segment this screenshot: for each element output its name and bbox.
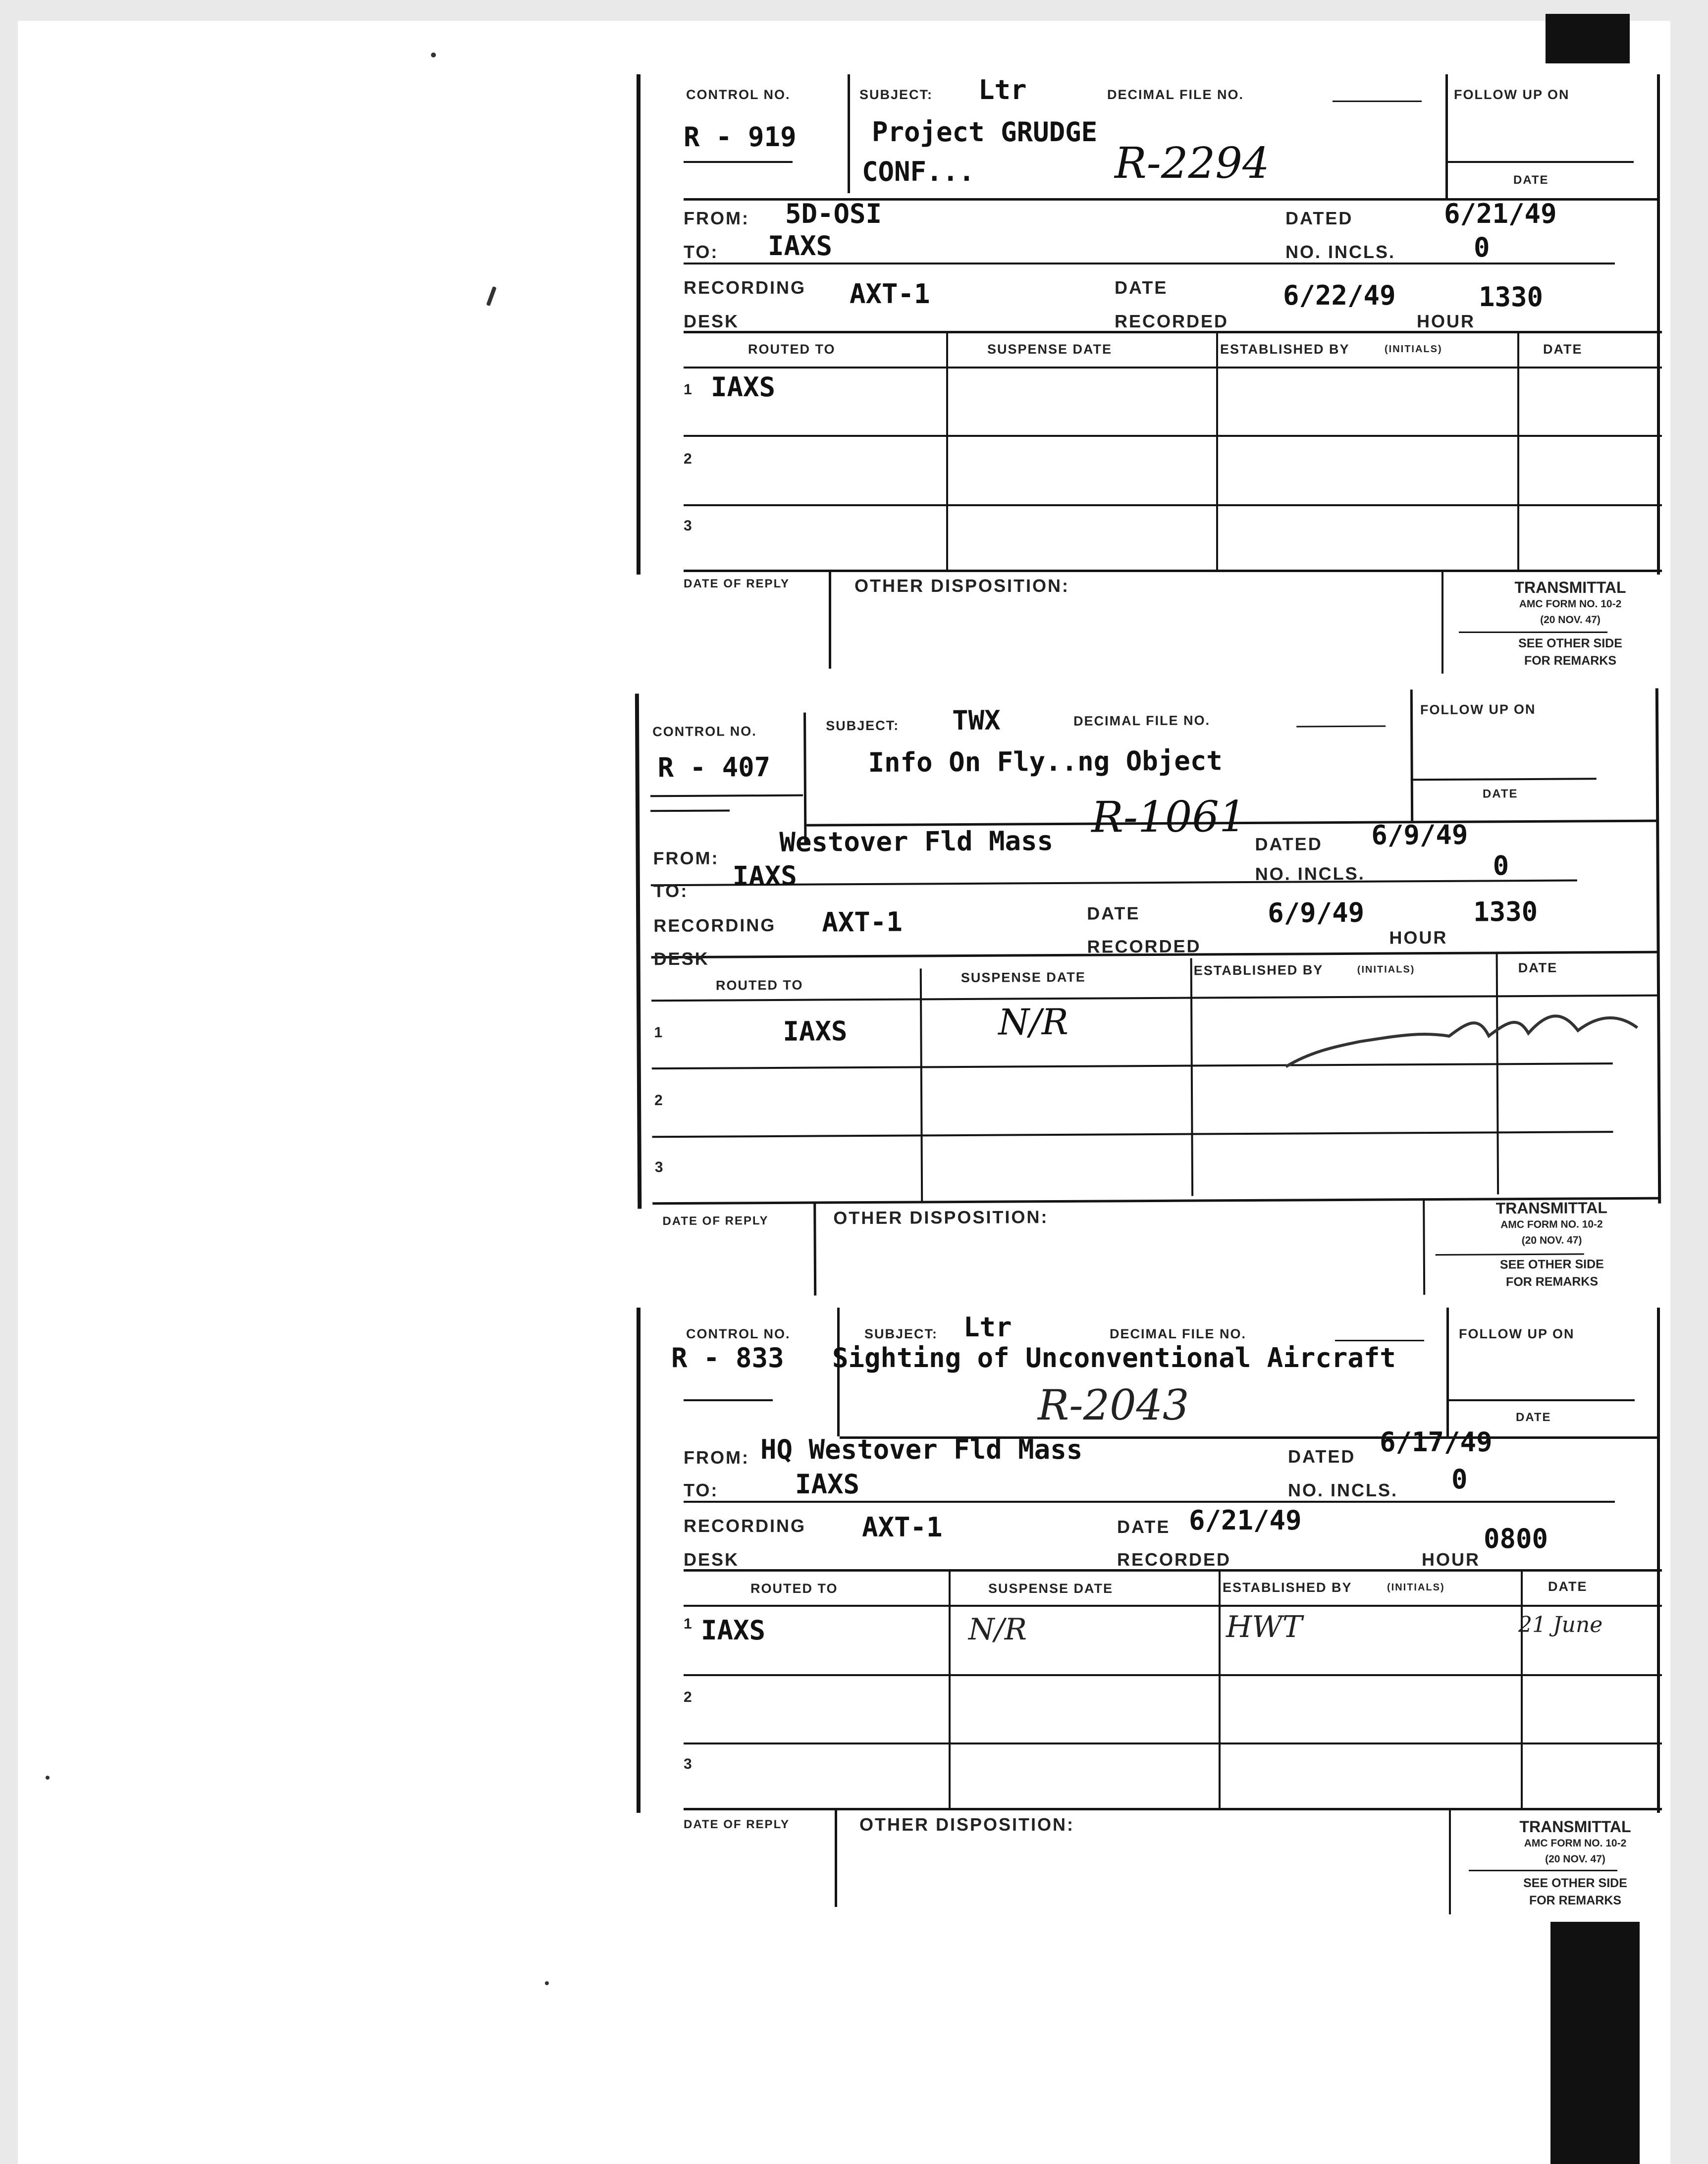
from-value: Westover Fld Mass (779, 825, 1054, 858)
no-incls-value: 0 (1493, 850, 1509, 882)
date-recorded-value: 6/21/49 (1189, 1505, 1302, 1536)
control-no-label: CONTROL NO. (686, 87, 791, 102)
file-no-handwritten: R-1061 (1091, 792, 1247, 843)
date-recorded-label-1: DATE (1117, 1517, 1171, 1537)
subject-line-1: Project GRUDGE (872, 116, 1098, 148)
scan-speck (486, 286, 496, 306)
control-no-label: CONTROL NO. (686, 1326, 791, 1341)
follow-up-date-label: DATE (1482, 787, 1518, 801)
route-1-value: IAXS (711, 371, 776, 403)
file-no-handwritten: R-2294 (1115, 139, 1270, 188)
follow-up-date-label: DATE (1513, 173, 1549, 187)
suspense-date-header: SUSPENSE DATE (961, 969, 1086, 986)
date-recorded-value: 6/22/49 (1283, 280, 1396, 311)
subject-type: TWX (952, 704, 1001, 737)
file-no-handwritten: R-2043 (1038, 1381, 1189, 1429)
transmittal-title: TRANSMITTAL (1495, 1199, 1607, 1217)
control-no-value: R - 407 (657, 751, 771, 784)
page-left-edge (0, 0, 18, 2164)
scan-speck (431, 53, 436, 57)
subject-line-1: Sighting of Unconventional Aircraft (832, 1342, 1396, 1373)
row-number-2: 2 (684, 1689, 692, 1705)
recording-label: RECORDING (684, 1516, 806, 1536)
recording-label: RECORDING (653, 914, 776, 936)
for-remarks: FOR REMARKS (1524, 654, 1617, 668)
follow-up-on-label: FOLLOW UP ON (1420, 701, 1536, 718)
scan-speck (46, 1776, 50, 1780)
subject-line-1: Info On Fly..ng Object (868, 745, 1223, 778)
form-date: (20 NOV. 47) (1540, 614, 1601, 626)
initials-header: (INITIALS) (1385, 344, 1442, 355)
transmittal-card (637, 1308, 1667, 1912)
route-1-value: IAXS (783, 1015, 848, 1047)
follow-up-date-label: DATE (1516, 1411, 1551, 1424)
dated-value: 6/9/49 (1371, 819, 1468, 851)
binder-clip-top (1546, 14, 1630, 63)
no-incls-label: NO. INCLS. (1255, 863, 1365, 884)
binder-clip-bottom (1550, 1922, 1640, 2164)
other-disposition-label: OTHER DISPOSITION: (854, 576, 1070, 596)
initials-1-signature-scrawl (1281, 1005, 1657, 1072)
hour-label: HOUR (1422, 1549, 1480, 1570)
row-number-3: 3 (654, 1159, 663, 1176)
transmittal-card (637, 74, 1667, 679)
recording-label: RECORDING (684, 277, 806, 298)
transmittal-card (635, 688, 1668, 1298)
routed-to-header: ROUTED TO (750, 1581, 838, 1596)
established-by-header: ESTABLISHED BY (1220, 342, 1350, 357)
amc-form-number: AMC FORM NO. 10-2 (1524, 1838, 1627, 1849)
hour-label: HOUR (1389, 927, 1448, 948)
row-number-3: 3 (684, 518, 692, 534)
date-of-reply-label: DATE OF REPLY (684, 1818, 790, 1831)
from-label: FROM: (684, 208, 749, 228)
dated-label: DATED (1288, 1446, 1356, 1467)
page-top-edge (0, 0, 1708, 21)
initials-1-handwritten: HWT (1226, 1610, 1303, 1644)
route-date-header: DATE (1518, 960, 1558, 976)
established-by-header: ESTABLISHED BY (1193, 962, 1324, 978)
desk-label: DESK (653, 948, 709, 969)
follow-up-on-label: FOLLOW UP ON (1459, 1326, 1575, 1341)
to-label: TO: (684, 242, 719, 262)
date-recorded-label-1: DATE (1087, 903, 1140, 924)
initials-header: (INITIALS) (1357, 964, 1415, 975)
control-no-label: CONTROL NO. (652, 724, 757, 739)
subject-label: SUBJECT: (859, 87, 933, 102)
dated-label: DATED (1285, 208, 1353, 228)
amc-form-number: AMC FORM NO. 10-2 (1519, 598, 1622, 610)
route-1-value: IAXS (701, 1615, 766, 1646)
recording-desk-value: AXT-1 (822, 906, 903, 938)
date-recorded-label-2: RECORDED (1115, 311, 1229, 331)
to-label: TO: (653, 880, 689, 901)
no-incls-value: 0 (1451, 1464, 1468, 1495)
row-number-1: 1 (654, 1024, 663, 1041)
route-date-header: DATE (1543, 342, 1583, 357)
other-disposition-label: OTHER DISPOSITION: (833, 1207, 1049, 1228)
hour-value: 0800 (1484, 1523, 1548, 1554)
route-date-header: DATE (1548, 1579, 1588, 1594)
scan-speck (545, 1981, 549, 1985)
decimal-file-no-label: DECIMAL FILE NO. (1073, 713, 1211, 729)
no-incls-label: NO. INCLS. (1288, 1480, 1398, 1500)
date-recorded-label-2: RECORDED (1087, 936, 1201, 957)
decimal-file-no-label: DECIMAL FILE NO. (1107, 87, 1244, 102)
row-number-1: 1 (684, 1616, 692, 1632)
to-value: IAXS (768, 230, 833, 262)
no-incls-value: 0 (1474, 232, 1490, 263)
page-right-edge (1670, 0, 1708, 2164)
initials-header: (INITIALS) (1387, 1582, 1445, 1593)
other-disposition-label: OTHER DISPOSITION: (859, 1814, 1075, 1835)
suspense-1-handwritten: N/R (998, 1001, 1068, 1043)
routed-to-header: ROUTED TO (748, 342, 836, 357)
to-value: IAXS (795, 1469, 860, 1500)
date-recorded-value: 6/9/49 (1267, 897, 1365, 929)
date-recorded-label-2: RECORDED (1117, 1549, 1231, 1570)
from-label: FROM: (684, 1447, 749, 1468)
hour-value: 1330 (1479, 281, 1544, 313)
row-number-2: 2 (684, 451, 692, 467)
date-of-reply-label: DATE OF REPLY (662, 1214, 769, 1228)
recording-desk-value: AXT-1 (850, 278, 930, 310)
from-value: HQ Westover Fld Mass (760, 1434, 1083, 1465)
hour-label: HOUR (1417, 311, 1475, 331)
subject-type: Ltr (978, 74, 1027, 106)
date-of-reply-label: DATE OF REPLY (684, 577, 790, 590)
transmittal-title: TRANSMITTAL (1519, 1818, 1631, 1836)
subject-type: Ltr (963, 1312, 1012, 1343)
decimal-file-no-label: DECIMAL FILE NO. (1110, 1326, 1247, 1341)
subject-label: SUBJECT: (864, 1326, 938, 1341)
suspense-1-handwritten: N/R (968, 1612, 1027, 1647)
row-number-2: 2 (654, 1092, 663, 1109)
form-date: (20 NOV. 47) (1545, 1853, 1605, 1865)
date-recorded-label-1: DATE (1115, 277, 1168, 298)
hour-value: 1330 (1473, 896, 1538, 928)
for-remarks: FOR REMARKS (1505, 1274, 1599, 1289)
dated-label: DATED (1255, 834, 1323, 854)
to-value: IAXS (732, 860, 797, 892)
dated-value: 6/21/49 (1444, 198, 1557, 229)
to-label: TO: (684, 1480, 719, 1500)
desk-label: DESK (684, 1549, 740, 1570)
see-other-side: SEE OTHER SIDE (1499, 1257, 1604, 1272)
for-remarks: FOR REMARKS (1529, 1894, 1622, 1907)
routed-to-header: ROUTED TO (715, 977, 803, 993)
from-label: FROM: (653, 847, 719, 869)
amc-form-number: AMC FORM NO. 10-2 (1500, 1218, 1603, 1231)
control-no-value: R - 919 (684, 121, 797, 153)
desk-label: DESK (684, 311, 740, 331)
established-by-header: ESTABLISHED BY (1223, 1580, 1352, 1595)
suspense-date-header: SUSPENSE DATE (987, 342, 1113, 357)
suspense-date-header: SUSPENSE DATE (988, 1581, 1114, 1596)
from-value: 5D-OSI (785, 198, 882, 229)
transmittal-title: TRANSMITTAL (1514, 579, 1626, 596)
dated-value: 6/17/49 (1380, 1426, 1493, 1458)
subject-line-2: CONF... (862, 156, 975, 187)
no-incls-label: NO. INCLS. (1285, 242, 1396, 262)
recording-desk-value: AXT-1 (862, 1512, 943, 1543)
see-other-side: SEE OTHER SIDE (1518, 636, 1622, 650)
route-date-1-handwritten: 21 June (1518, 1612, 1603, 1637)
subject-label: SUBJECT: (826, 718, 900, 734)
follow-up-on-label: FOLLOW UP ON (1454, 87, 1570, 102)
row-number-1: 1 (684, 381, 692, 398)
form-date: (20 NOV. 47) (1521, 1234, 1582, 1247)
row-number-3: 3 (684, 1756, 692, 1772)
control-no-value: R - 833 (671, 1342, 784, 1373)
see-other-side: SEE OTHER SIDE (1523, 1876, 1627, 1890)
